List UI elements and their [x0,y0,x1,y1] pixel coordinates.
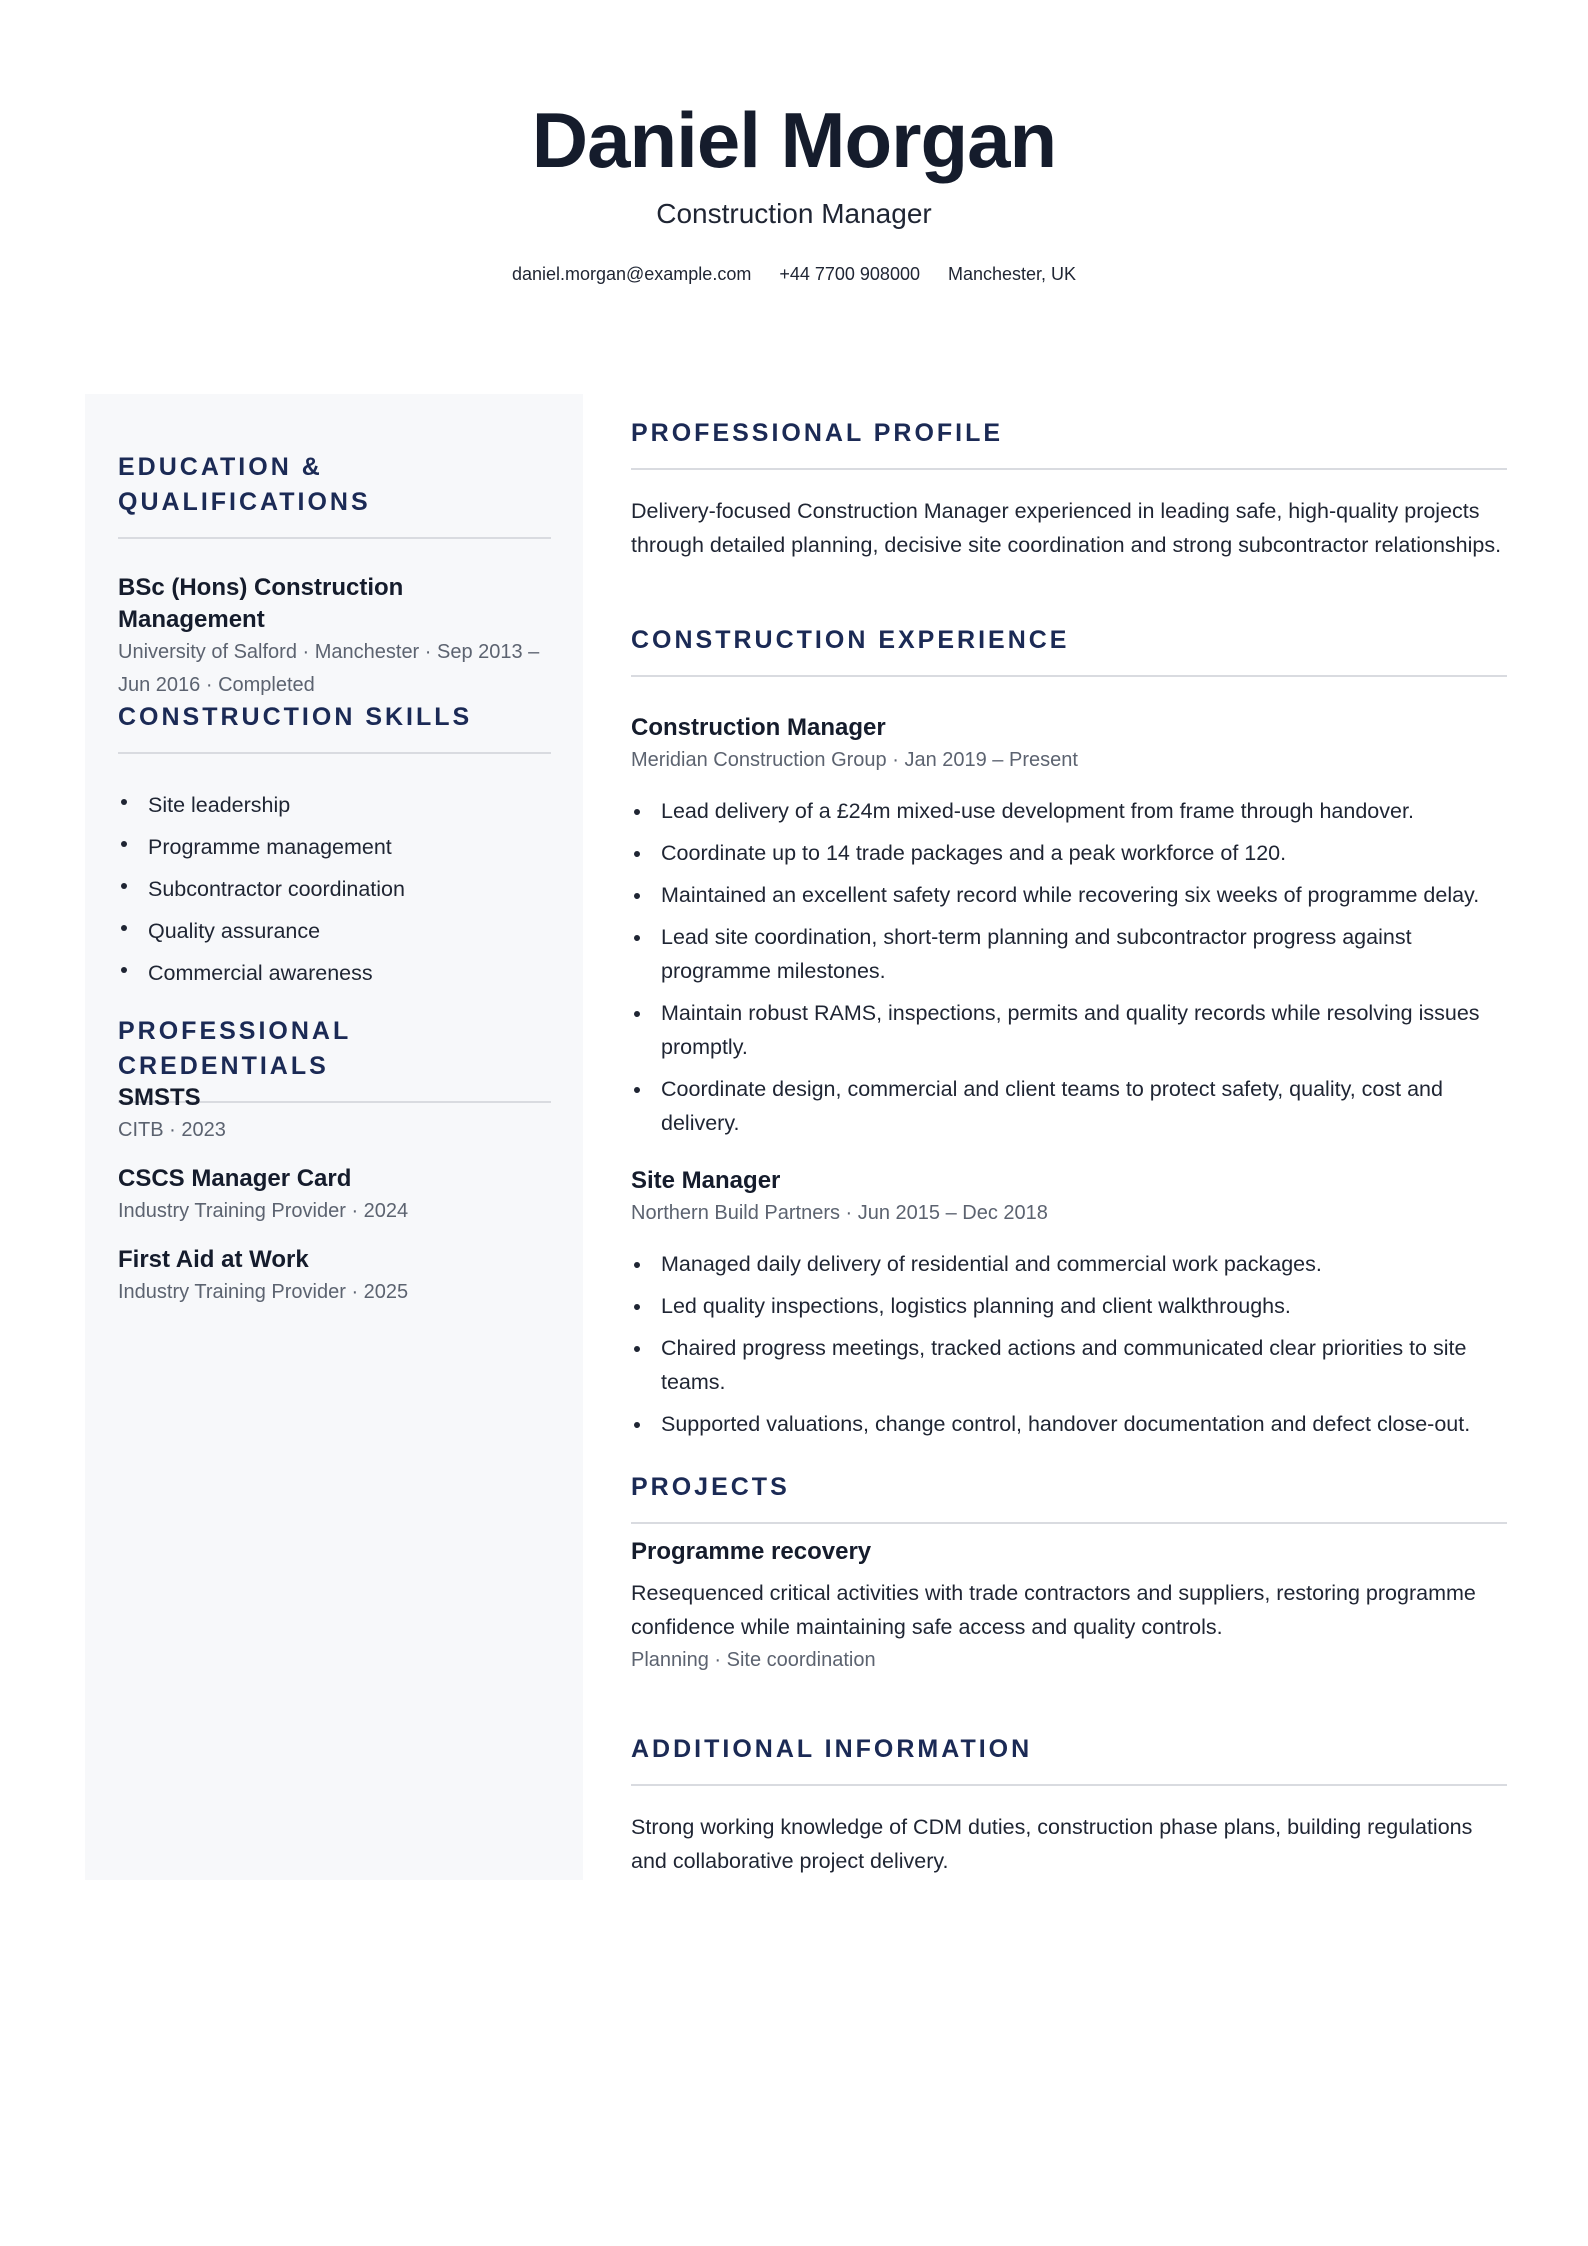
credential-item [118,1244,551,1309]
degree-meta: University of Salford · Manchester · Sep 2013 – Jun 2016 · Completed [118,641,540,696]
project-entry [631,1536,1507,1677]
education-section [118,450,551,539]
job-role: Site Manager [631,1167,781,1194]
projects-heading: PROJECTS [631,1473,790,1501]
additional-text-wrap [631,1810,1507,1878]
profile-text: Delivery-focused Construction Manager experienced in leading safe, high-quality projects through detailed planning, decisive site coordination and strong subcontractor relationships. [631,499,1502,557]
contact-location: Manchester, UK [947,264,1077,284]
projects-section [631,1470,1507,1524]
skill-item: Quality assurance [118,910,551,952]
job-meta: Meridian Construction Group · Jan 2019 – Present [631,749,1078,771]
job-bullet: Led quality inspections, logistics planning and client walkthroughs. [631,1289,1507,1323]
credential-name: First Aid at Work [118,1246,309,1273]
contact-email: daniel.morgan@example.com [511,264,752,284]
profile-section [631,416,1507,470]
project-text: Resequenced critical activities with trade contractors and suppliers, restoring programme confidence while maintaining safe access and quality controls. [631,1581,1476,1639]
additional-section [631,1732,1507,1786]
credential-meta: Industry Training Provider · 2024 [118,1200,409,1222]
job-bullet: Supported valuations, change control, handover documentation and defect close-out. [631,1407,1507,1441]
credential-meta: Industry Training Provider · 2025 [118,1281,409,1303]
credential-name: SMSTS [118,1084,201,1111]
job-title: Construction Manager [656,198,932,229]
skills-list [118,784,551,994]
project-tags: Planning · Site coordination [631,1649,876,1671]
degree-title: BSc (Hons) Construction Management [118,574,404,633]
job-bullet: Chaired progress meetings, tracked actions and communicated clear priorities to site teams. [631,1331,1507,1399]
section-divider [631,675,1507,677]
job-bullet: Managed daily delivery of residential and commercial work packages. [631,1247,1507,1281]
experience-section [631,623,1507,677]
contact-info [0,262,1588,286]
education-entry [118,572,551,702]
job-bullet: Maintained an excellent safety record while recovering six weeks of programme delay. [631,878,1507,912]
credential-meta: CITB · 2023 [118,1119,226,1141]
skills-heading: CONSTRUCTION SKILLS [118,703,473,731]
additional-text: Strong working knowledge of CDM duties, construction phase plans, building regulations and collaborative project delivery. [631,1815,1473,1873]
sidebar [85,394,583,1880]
experience-heading: CONSTRUCTION EXPERIENCE [631,626,1070,654]
credential-name: CSCS Manager Card [118,1165,352,1192]
skill-item: Subcontractor coordination [118,868,551,910]
skill-item: Site leadership [118,784,551,826]
profile-text-wrap [631,494,1507,562]
job-bullets [631,794,1507,1140]
candidate-name: Daniel Morgan [531,96,1057,184]
skills-section [118,700,551,754]
skills-list-wrap [118,784,551,994]
project-name: Programme recovery [631,1538,872,1565]
section-divider [118,752,551,754]
profile-heading: PROFESSIONAL PROFILE [631,419,1004,447]
section-divider [631,1522,1507,1524]
skill-item: Commercial awareness [118,952,551,994]
education-heading: EDUCATION & QUALIFICATIONS [118,453,371,516]
job-bullets [631,1247,1507,1441]
job-role: Construction Manager [631,714,886,741]
job-bullet: Lead site coordination, short-term planning and subcontractor progress against programme milestones. [631,920,1507,988]
job-meta: Northern Build Partners · Jun 2015 – Dec 2018 [631,1202,1048,1224]
section-divider [631,468,1507,470]
job-entry [631,712,1507,1140]
job-bullet: Coordinate design, commercial and client teams to protect safety, quality, cost and delivery. [631,1072,1507,1140]
job-bullet: Lead delivery of a £24m mixed-use development from frame through handover. [631,794,1507,828]
credential-item [118,1163,551,1228]
credential-item [118,1082,551,1147]
additional-heading: ADDITIONAL INFORMATION [631,1735,1033,1763]
section-divider [631,1784,1507,1786]
job-bullet: Coordinate up to 14 trade packages and a peak workforce of 120. [631,836,1507,870]
job-entry [631,1165,1507,1441]
job-bullet: Maintain robust RAMS, inspections, permits and quality records while resolving issues promptly. [631,996,1507,1064]
section-divider [118,537,551,539]
skill-item: Programme management [118,826,551,868]
contact-phone: +44 7700 908000 [779,264,920,284]
credentials-heading: PROFESSIONAL CREDENTIALS [118,1017,351,1080]
